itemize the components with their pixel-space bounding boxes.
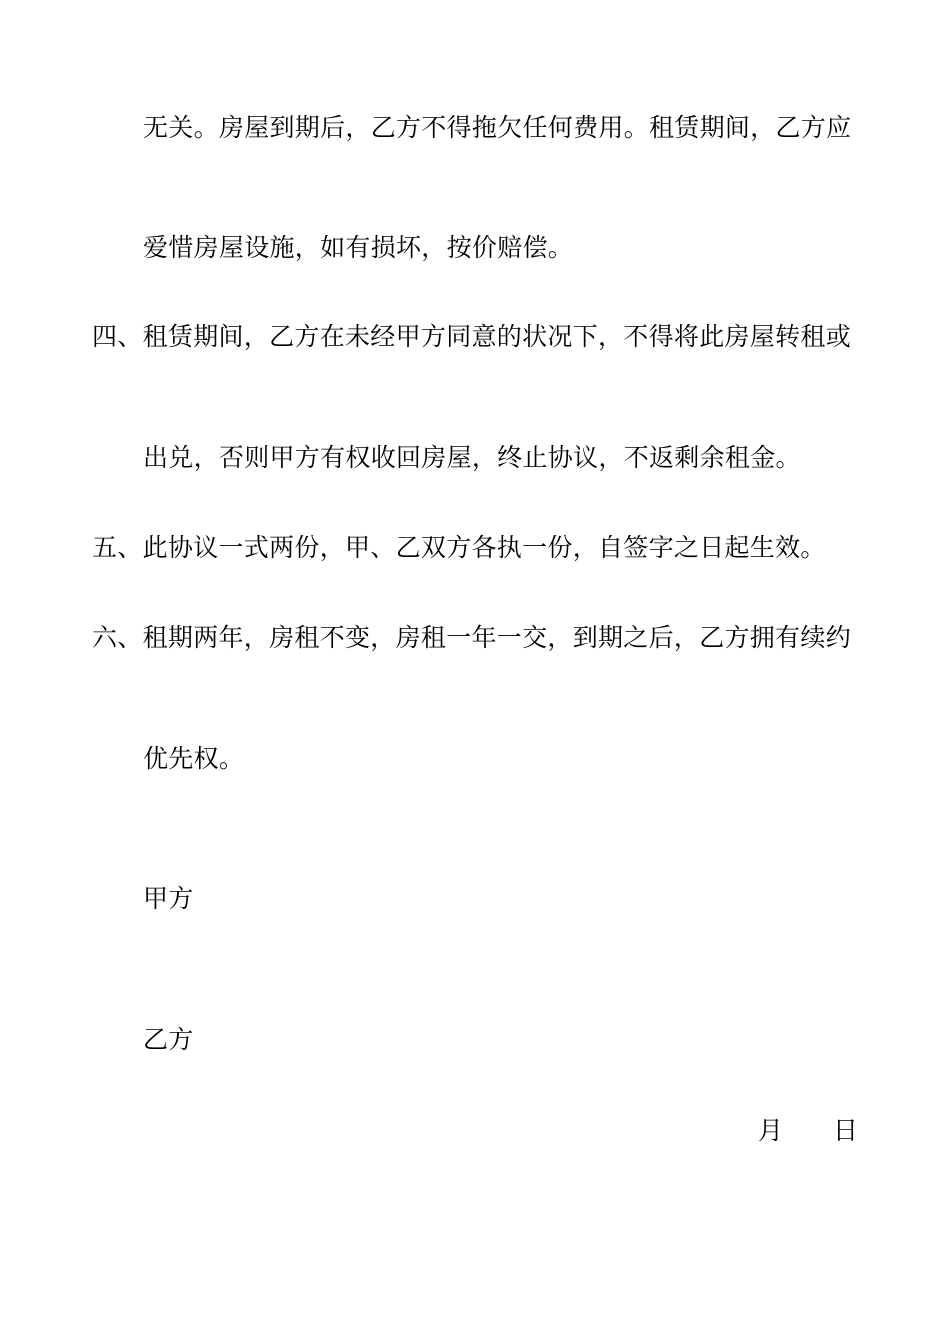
clause-three-continuation-line-2: 爱惜房屋设施，如有损坏，按价赔偿。: [143, 233, 574, 262]
clause-five-line: 五、此协议一式两份，甲、乙双方各执一份，自签字之日起生效。: [92, 533, 826, 562]
clause-six-line-2: 优先权。: [143, 744, 245, 773]
clause-three-continuation-line-1: 无关。房屋到期后，乙方不得拖欠任何费用。租赁期间，乙方应: [143, 113, 852, 142]
party-b-signature-label: 乙方: [143, 1025, 194, 1054]
clause-four-line-1: 四、租赁期间，乙方在未经甲方同意的状况下，不得将此房屋转租或: [92, 322, 852, 351]
date-month-label: 月: [758, 1116, 784, 1145]
date-day-label: 日: [833, 1116, 859, 1145]
clause-four-line-2: 出兑，否则甲方有权收回房屋，终止协议，不返剩余租金。: [143, 443, 801, 472]
party-a-signature-label: 甲方: [143, 884, 194, 913]
clause-six-line-1: 六、租期两年，房租不变，房租一年一交，到期之后，乙方拥有续约: [92, 623, 852, 652]
